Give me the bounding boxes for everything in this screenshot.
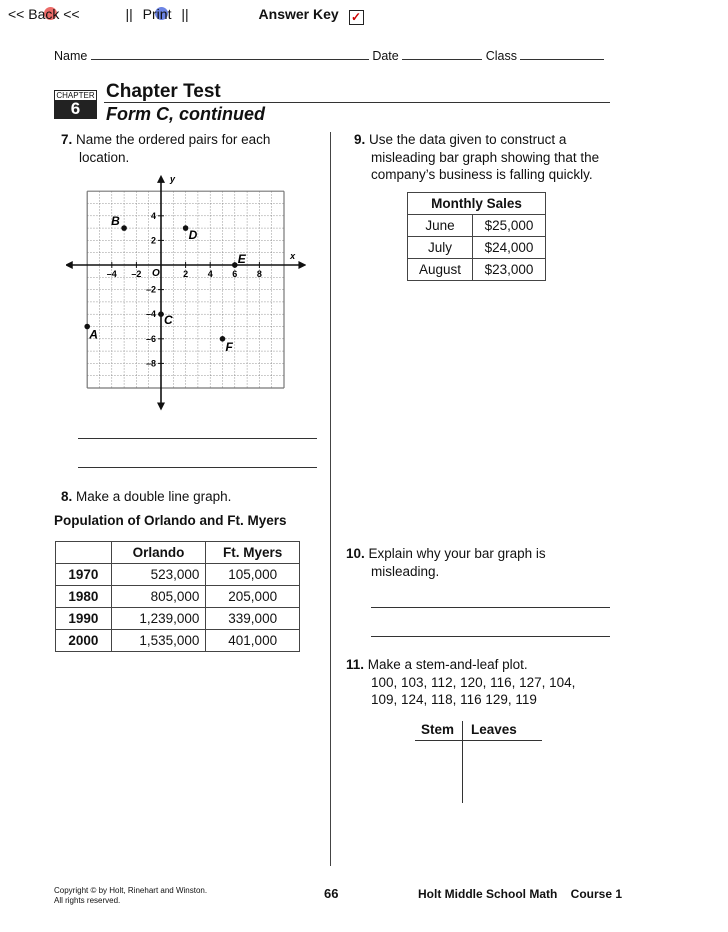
answer-line[interactable] (371, 636, 610, 637)
chapter-title: Chapter Test (106, 81, 221, 102)
y-axis-arrow-down (157, 402, 165, 410)
year-cell: 2000 (56, 630, 112, 652)
chapter-label: CHAPTER (56, 91, 95, 100)
point-f (220, 336, 226, 342)
y-axis-label: y (170, 175, 176, 184)
table-title: Monthly Sales (408, 193, 546, 215)
stem-leaf-header-rule (415, 740, 542, 741)
point-c (158, 311, 164, 317)
copyright (54, 886, 207, 906)
y-axis-arrow-up (157, 175, 165, 183)
question-text: Make a stem-and-leaf plot. (367, 657, 528, 672)
class-label: Class (485, 49, 517, 63)
date-field[interactable] (402, 47, 482, 60)
sales-cell: $23,000 (472, 259, 545, 281)
x-tick-label: –2 (131, 269, 142, 279)
monthly-sales-table (407, 192, 546, 281)
answer-line[interactable] (78, 438, 317, 439)
y-tick-label: –2 (145, 284, 156, 295)
month-cell: June (408, 215, 473, 237)
answer-key-checkbox[interactable]: ✓ (349, 10, 364, 25)
table-row (56, 586, 300, 608)
nav-separator: || (125, 6, 133, 22)
name-label: Name (54, 49, 88, 63)
chapter-subtitle: Form C, continued (106, 104, 265, 124)
stem-header: Stem (421, 722, 455, 737)
table-header-row (56, 542, 300, 564)
orlando-cell: 523,000 (111, 564, 206, 586)
answer-line[interactable] (78, 467, 317, 468)
page-number: 66 (324, 886, 339, 901)
chapter-badge (54, 90, 97, 119)
month-cell: August (408, 259, 473, 281)
class-field[interactable] (520, 47, 604, 60)
ftmyers-cell: 205,000 (206, 586, 300, 608)
copyright-line: All rights reserved. (54, 896, 121, 905)
question-data: 109, 124, 118, 116 129, 119 (371, 692, 537, 707)
orlando-cell: 1,535,000 (111, 630, 206, 652)
y-tick-label: –8 (145, 358, 156, 369)
point-label-e: E (237, 252, 246, 266)
x-axis-label: x (290, 251, 296, 261)
date-label: Date (372, 49, 399, 63)
point-e (232, 262, 238, 268)
chapter-number: 6 (55, 100, 96, 118)
x-tick-label: 4 (207, 269, 213, 279)
column-header: Ft. Myers (206, 542, 300, 564)
question-number: 7. (61, 132, 73, 147)
population-table (55, 541, 300, 652)
question-8 (61, 488, 231, 506)
name-field[interactable] (91, 47, 369, 60)
year-cell: 1970 (56, 564, 112, 586)
origin-label: O (152, 268, 160, 279)
x-tick-label: 6 (232, 269, 238, 279)
orlando-cell: 1,239,000 (111, 608, 206, 630)
x-tick-label: 8 (256, 269, 262, 279)
title-rule (104, 102, 610, 103)
point-d (183, 225, 189, 231)
table-row (408, 237, 546, 259)
x-axis-arrow-left (66, 261, 73, 269)
year-cell: 1980 (56, 586, 112, 608)
sales-cell: $25,000 (472, 215, 545, 237)
ftmyers-cell: 339,000 (206, 608, 300, 630)
answer-line[interactable] (371, 607, 610, 608)
column-header (56, 542, 112, 564)
question-number: 9. (354, 132, 366, 147)
nav-bar (8, 6, 370, 25)
x-tick-label: –4 (106, 269, 117, 279)
point-label-b: B (111, 214, 120, 229)
student-info-header (54, 47, 604, 63)
stem-leaf-divider (462, 721, 463, 803)
column-header: Orlando (111, 542, 206, 564)
orlando-cell: 805,000 (111, 586, 206, 608)
month-cell: July (408, 237, 473, 259)
y-tick-label: 2 (150, 235, 156, 246)
ftmyers-cell: 105,000 (206, 564, 300, 586)
table-row (56, 630, 300, 652)
book-name: Holt Middle School Math (418, 887, 558, 901)
x-axis-arrow-right (298, 261, 306, 269)
question-number: 10. (346, 546, 365, 561)
leaves-header: Leaves (471, 722, 517, 737)
question-text: misleading. (371, 563, 440, 579)
sales-cell: $24,000 (472, 237, 545, 259)
question-text: misleading bar graph showing that the (371, 149, 600, 165)
y-tick-label: –6 (145, 333, 156, 344)
question-number: 11. (346, 657, 365, 672)
question-9 (354, 131, 599, 184)
question-text: Name the ordered pairs for each (76, 132, 271, 147)
point-label-a: A (89, 327, 98, 342)
table-header-row (408, 193, 546, 215)
table-row (408, 259, 546, 281)
coordinate-grid (66, 175, 306, 411)
table-row (56, 608, 300, 630)
question-text: location. (79, 149, 130, 165)
question-text: company’s business is falling quickly. (371, 167, 593, 182)
copyright-line: Copyright © by Holt, Rinehart and Winston. (54, 886, 208, 895)
y-tick-label: –4 (145, 309, 156, 320)
y-tick-label: 4 (150, 210, 156, 221)
x-tick-label: 2 (183, 269, 189, 279)
question-11 (346, 656, 575, 709)
back-link[interactable]: << Back << (8, 6, 80, 22)
population-table-title: Population of Orlando and Ft. Myers (54, 513, 287, 528)
point-label-c: C (164, 313, 173, 328)
print-link[interactable]: Print (142, 6, 172, 22)
table-row (408, 215, 546, 237)
question-7 (61, 131, 270, 166)
point-label-f: F (225, 339, 233, 354)
question-data: 100, 103, 112, 120, 116, 127, 104, (371, 674, 576, 690)
year-cell: 1990 (56, 608, 112, 630)
point-b (121, 225, 127, 231)
question-number: 8. (61, 489, 73, 504)
book-title (418, 887, 622, 901)
nav-separator: || (181, 6, 189, 22)
question-text: Use the data given to construct a (369, 132, 567, 147)
question-text: Explain why your bar graph is (368, 546, 546, 561)
table-row (56, 564, 300, 586)
column-divider (330, 132, 331, 866)
answer-key-link[interactable]: Answer Key (258, 6, 339, 22)
ftmyers-cell: 401,000 (206, 630, 300, 652)
course-name: Course 1 (570, 887, 623, 901)
question-text: Make a double line graph. (76, 489, 232, 504)
question-10 (346, 545, 546, 580)
point-label-d: D (188, 228, 198, 243)
